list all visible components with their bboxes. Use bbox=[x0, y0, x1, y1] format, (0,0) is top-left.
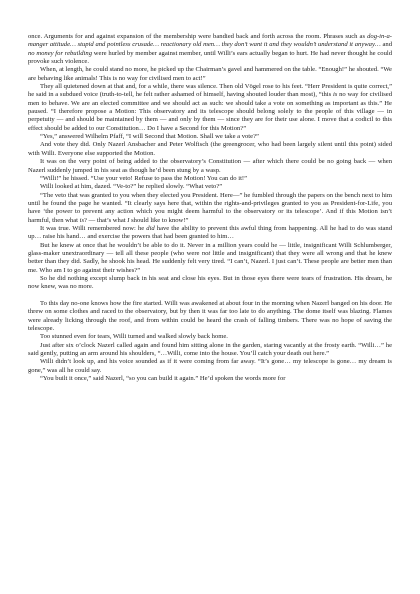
paragraph-text: But he knew at once that he wouldn’t be able to do it. Never in a million years could he — little, insignificant Willi Schlumberger, glass-maker unextraordinary — tell all these people (who were bbox=[28, 241, 392, 257]
italic-text: no money for rebuilding bbox=[28, 49, 92, 57]
paragraph bbox=[28, 342, 392, 359]
italic-text: is bbox=[332, 91, 338, 99]
paragraph-text: “You built it once,” said Nazerl, “so you can build it again.” He’d spoken the words more for bbox=[40, 375, 286, 383]
paragraph-text: ? — that’s what bbox=[84, 216, 128, 224]
paragraph-text: Too stunned even for tears, Willi turned and walked slowly back home. bbox=[40, 333, 228, 341]
paragraph-text: have the ability to prevent this awful thing from happening. All he had to do was stand up… raise his hand… and exercise the powers that had been granted to him… bbox=[28, 224, 392, 241]
paragraph bbox=[28, 183, 392, 191]
paragraph bbox=[28, 33, 392, 66]
paragraph bbox=[28, 333, 392, 341]
paragraph bbox=[28, 83, 392, 133]
paragraph-text: “Willi!” he hissed. “Use your veto! Refuse to pass the Motion! You can do it!” bbox=[40, 174, 248, 182]
paragraph bbox=[28, 225, 392, 242]
italic-text: I bbox=[127, 216, 130, 224]
paragraph-text: To this day no-one knows how the fire started. Willi was awakened at about four in the morning when Nazerl banged on his door. He threw on some clothes and raced to the observatory, but by then it was far too late to do anything. The dome itself was blazing. Flames were already licking through the roof, and from within could be heard the crash of falling timbers. There was no hope of saving the telescope. bbox=[28, 299, 392, 332]
paragraph-text: no way for civilised men to behave. We are an elected committee and we should act as such: we should take a vote on something as important as this.” He paused. “I therefore propose a Motion: This observatory and its telescope should belong solely to the people of this village — in perpetuity — and should be maintained by them — and only by them — since they are for their use alone. I move that a codicil to this effect should be added to our Constitution… Do I have a Second for this Motion?” bbox=[28, 91, 392, 132]
italic-text: is bbox=[79, 216, 85, 224]
paragraph bbox=[28, 175, 392, 183]
paragraph bbox=[28, 275, 392, 292]
italic-text: dog-in-a-manger attitude… stupid and pointless crusade… reactionary old men… they don’t want it and they wouldn’t understand it anyway… bbox=[28, 33, 392, 49]
italic-text: did bbox=[146, 224, 155, 232]
paragraph-text: should like to know!” bbox=[129, 216, 189, 224]
paragraph-text: It was on the very point of being added to the observatory’s Constitution — after which there could be no going back — when Nazerl suddenly jumped in his seat as though he’d been stung by a wasp. bbox=[28, 158, 392, 174]
paragraph-text: They all quietened down at that and, for a while, there was silence. Then old Vögel rose to his feet. “Herr President is quite correct,” he said in a subdued voice (truth-to-tell, he felt rather ashamed of himself, having shouted louder than most), “this bbox=[28, 83, 392, 99]
paragraph bbox=[28, 300, 392, 333]
paragraph bbox=[28, 358, 392, 375]
paragraph-text: So he did nothing except slump back in his seat and close his eyes. But in those eyes there were tears of frustration. His dream, he now knew, was no more. bbox=[28, 274, 392, 291]
paragraph-text: Willi didn’t look up, and his voice sounded as if it were coming from far away. “It’s gone… my telescope is gone… my dream is gone,” was all he could say. bbox=[28, 358, 392, 374]
paragraph-text: It was true. Willi remembered now: he bbox=[40, 224, 147, 232]
paragraph-text: once. Arguments for and against expansion of the membership were bandied back and forth across the room. Phrases such as bbox=[28, 33, 368, 40]
page-body bbox=[28, 33, 392, 383]
paragraph bbox=[28, 133, 392, 141]
paragraph bbox=[28, 375, 392, 383]
italic-text: not bbox=[201, 249, 211, 257]
paragraph-text: And vote they did. Only Nazerl Ansbacher and Peter Wolfisch (the greengrocer, who had been largely silent until this point) sided with Willi. Everyone else supported the Motion. bbox=[28, 141, 392, 157]
paragraph bbox=[28, 242, 392, 275]
paragraph-text: “Yes,” answered Wilhelm Pfaff, “I will Second that Motion. Shall we take a vote?” bbox=[40, 133, 259, 141]
paragraph-text: little and insignificant) that they were all wrong and that he knew better than they did. Sadly, he shook his head. He suddenly felt very tired. “I can’t, Nazerl. I just can’t. These people are better men than me. Who am I to go against their wishes?” bbox=[28, 249, 392, 274]
paragraph-text: were hurled by member against member, until Willi’s ears actually began to hurt. He had never thought he could provoke such violence. bbox=[28, 49, 393, 66]
paragraph-text: “The veto that was granted to you when they elected you President. Here—” he fumbled through the papers on the bench next to him until he found the page he wanted. “It clearly says here that, within the rights-and-privileges granted to you as President-for-Life, you have ‘the power to prevent any action which you might deem harmful to the observatory or its telescope’. And if this Motion isn’t harmful, then what bbox=[28, 191, 392, 224]
paragraph bbox=[28, 141, 392, 158]
paragraph-text: Willi looked at him, dazed. “Ve-to?” he replied slowly. “What veto?” bbox=[40, 183, 223, 191]
paragraph bbox=[28, 158, 392, 175]
paragraph bbox=[28, 66, 392, 83]
paragraph bbox=[28, 192, 392, 225]
paragraph-text: and bbox=[380, 41, 392, 49]
paragraph-text: Just after six o’clock Nazerl called again and found him sitting alone in the garden, staring vacantly at the frosty earth. “Willi…” he said gently, putting an arm around his shoulders, “…Willi, come into the house. You’ll catch your death out here.” bbox=[28, 341, 392, 358]
paragraph-text: When, at length, he could stand no more, he picked up the Chairman’s gavel and hammered on the table. “Enough!” he shouted. “We are behaving like animals! This is no way for civilised men to act!” bbox=[28, 66, 392, 82]
